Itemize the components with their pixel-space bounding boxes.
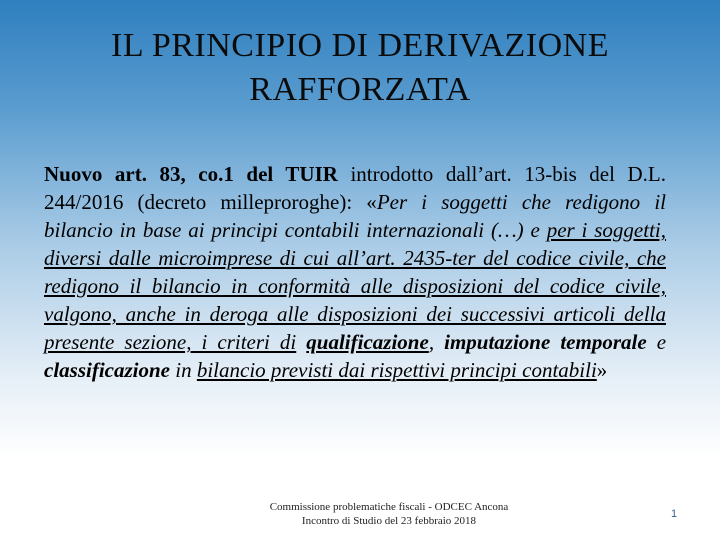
keyword-qualificazione: qualificazione — [306, 330, 429, 354]
page-number: 1 — [670, 508, 678, 520]
keyword-classificazione: classificazione — [44, 358, 170, 382]
keyword-separator-2: e — [646, 330, 667, 354]
quote-close: » — [596, 358, 608, 382]
footer-line-1: Commissione problematiche fiscali - ODCEC Ancona — [269, 501, 509, 513]
slide-footer — [230, 500, 548, 528]
footer-line-2: Incontro di Studio del 23 febbraio 2018 — [301, 515, 477, 527]
quote-text-3b: bilancio previsti dai rispettivi principi contabili — [196, 358, 597, 382]
quote-text-underlined: per i soggetti, diversi dalle microimprese di cui all’art. 2435-ter del codice civile, che redigono il bilancio in conformità alle disposizioni del codice civile, valgono, anche in deroga alle disposizioni dei successivi articoli della presente sezione, i criteri di — [44, 218, 666, 354]
quote-text-3a: in — [170, 358, 197, 382]
slide-title-line-2: RAFFORZATA — [249, 71, 471, 108]
quote-space — [296, 330, 306, 354]
keyword-separator-1: , — [428, 330, 445, 354]
intro-text: introdotto dall’art. 13-bis del D.L. 244/2016 (decreto milleproroghe): « — [44, 162, 666, 214]
slide-title-line-1: IL PRINCIPIO DI DERIVAZIONE — [111, 27, 609, 64]
slide-body-paragraph — [44, 160, 666, 384]
quote-text-1: Per i soggetti che redigono il bilancio in base ai principi contabili internazionali (…) e — [44, 190, 666, 242]
slide-title — [40, 24, 680, 112]
law-reference: Nuovo art. 83, co.1 del TUIR — [44, 162, 338, 186]
keyword-imputazione-temporale: imputazione temporale — [444, 330, 647, 354]
